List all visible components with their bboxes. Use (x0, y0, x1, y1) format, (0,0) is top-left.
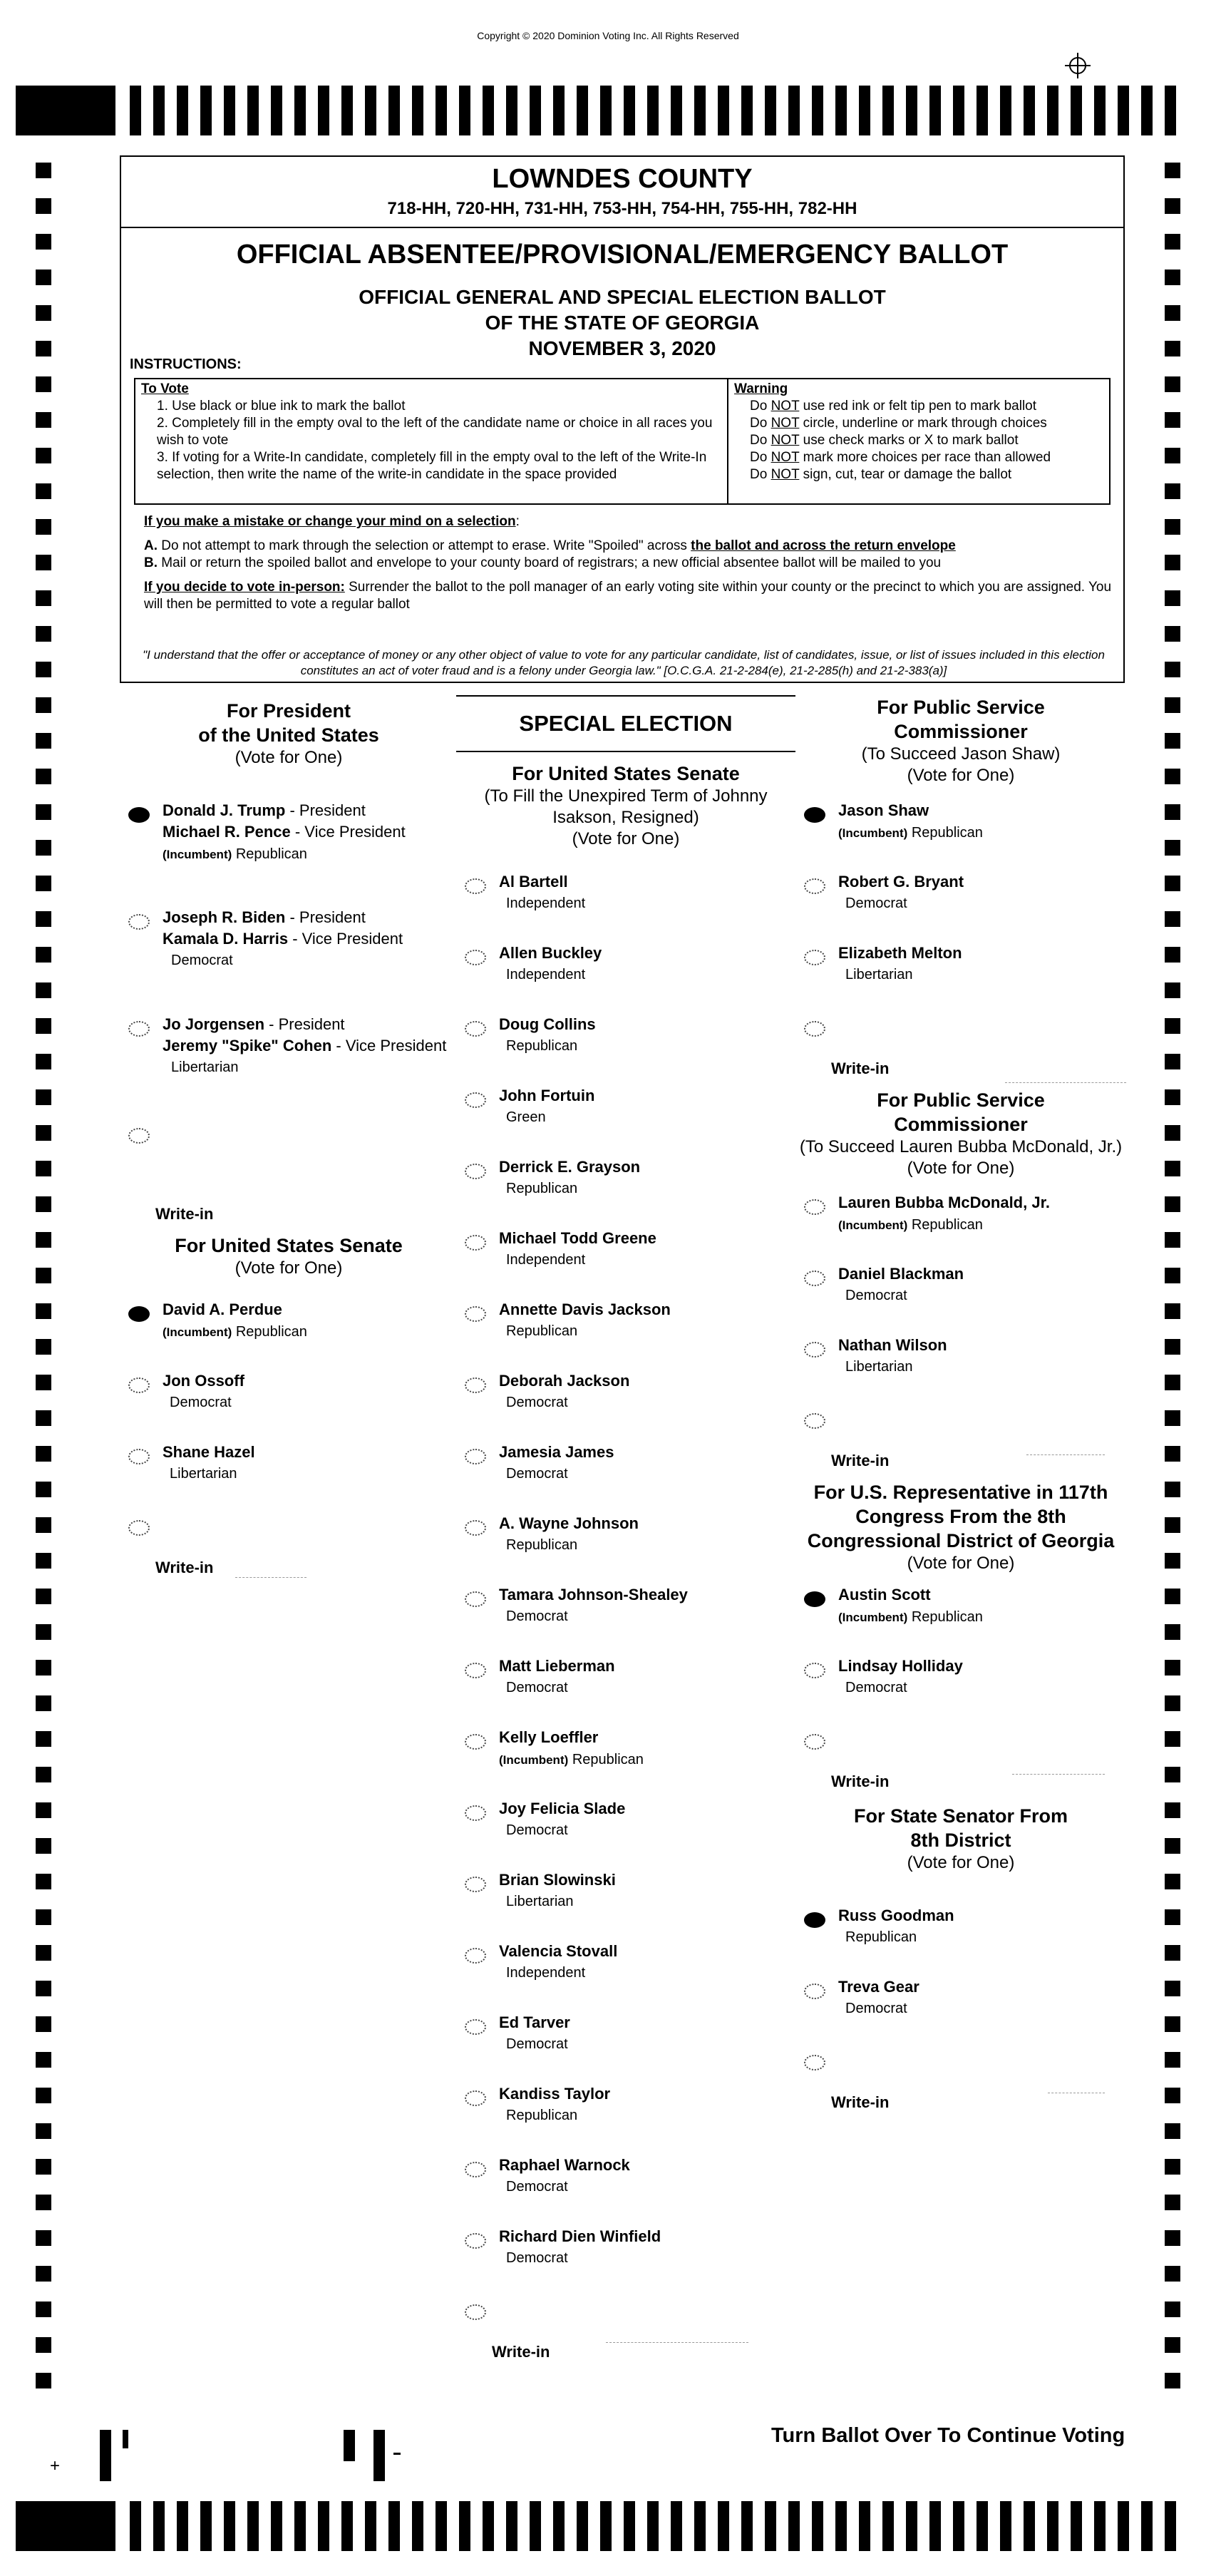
oval-hazel[interactable] (128, 1449, 150, 1464)
contest-subtitle: (To Succeed Lauren Bubba McDonald, Jr.) (799, 1137, 1123, 1156)
candidate-name: Michael Todd Greene (499, 1229, 656, 1247)
vote-for-one: (Vote for One) (907, 766, 1015, 785)
contest-state-senate (797, 1804, 1125, 1874)
warning-item: Do NOT mark more choices per race than allowed (750, 450, 1051, 465)
writein-label: Write-in (831, 2093, 890, 2111)
special-candidate (499, 1869, 616, 1912)
candidate-name: Kandiss Taylor (499, 2085, 611, 2103)
candidate-melton: Elizabeth Melton Libertarian (838, 944, 962, 982)
oval-special-candidate[interactable] (465, 1663, 486, 1678)
warning-item: Do NOT sign, cut, tear or damage the ballot (750, 467, 1012, 482)
contest-psc-shaw (797, 695, 1125, 786)
candidate-party: Democrat (506, 1608, 568, 1624)
vote-for-one: (Vote for One) (907, 1554, 1015, 1573)
ballot-title: OFFICIAL ABSENTEE/PROVISIONAL/EMERGENCY BALLOT (236, 240, 1009, 270)
oval-special-candidate[interactable] (465, 1092, 486, 1108)
candidate-name: John Fortuin (499, 1087, 595, 1104)
special-candidate (499, 2083, 610, 2126)
candidate-party: Independent (506, 1965, 586, 1981)
crosshair-icon (1063, 51, 1092, 80)
fraud-statement: "I understand that the offer or acceptance of money or any other object of value to vote for any particular candidate, list of candidates, issue, or list of issues included in this election constitutes an act of voter fraud and is a felony under Georgia law." [O.C.G.A. 21-2-284(e), 21-2-285(h) and 21-2-383(a)] (143, 648, 1105, 677)
writein-label: Write-in (831, 1452, 890, 1469)
vote-instruction: 1. Use black or blue ink to mark the ballot (157, 399, 406, 414)
special-candidate (499, 1228, 656, 1271)
oval-psc1-writein[interactable] (804, 1021, 825, 1037)
candidate-biden: Joseph R. Biden - President Kamala D. Harris - Vice President Democrat (163, 908, 403, 968)
candidate-name: Derrick E. Grayson (499, 1158, 641, 1176)
oval-special-candidate[interactable] (465, 1449, 486, 1464)
mistake-instructions: If you make a mistake or change your mind on a selection: A. Do not attempt to mark through the selection or attempt to erase. Write "Spoiled" across the ballot and across the return envelope B. Mail or return the spoiled ballot and envelope to your county board of registrars; a new official absentee ballot will be mailed to you If you decide to vote in-person: Surrender the ballot to the poll manager of an early voting site within your county or the precinct to which you are assigned. You will then be permitted to vote a regular ballot (144, 514, 1112, 612)
vote-for-one: (Vote for One) (235, 748, 343, 767)
oval-special-candidate[interactable] (465, 2162, 486, 2177)
county-name: LOWNDES COUNTY (492, 164, 753, 194)
contest-special-senate (456, 761, 795, 850)
ballot-header-box (120, 155, 1125, 683)
footer-mark (393, 2453, 401, 2455)
footer-mark (100, 2430, 111, 2481)
contest-title: For United States Senate (175, 1235, 403, 1256)
oval-psc2-writein[interactable] (804, 1413, 825, 1429)
special-candidate (499, 1941, 617, 1984)
candidate-name: Al Bartell (499, 873, 568, 891)
contest-president (121, 699, 456, 769)
oval-special-candidate[interactable] (465, 950, 486, 965)
oval-melton[interactable] (804, 950, 825, 965)
oval-jorgensen[interactable] (128, 1021, 150, 1037)
oval-blackman[interactable] (804, 1271, 825, 1286)
instructions-table (134, 378, 1111, 505)
contest-senate (121, 1233, 456, 1279)
candidate-name: Ed Tarver (499, 2013, 570, 2031)
oval-special-candidate[interactable] (465, 2090, 486, 2106)
vote-instruction: 3. If voting for a Write-In candidate, completely fill in the empty oval to the left of the Write-In selection, then write the name of the write-in candidate in the space provided (157, 450, 707, 482)
contest-title: For Public Service (877, 1089, 1045, 1111)
candidate-name: Brian Slowinski (499, 1871, 616, 1889)
candidate-party: (Incumbent) Republican (499, 1752, 644, 1767)
warning-item: Do NOT use red ink or felt tip pen to mark ballot (750, 399, 1037, 414)
candidate-name: Valencia Stovall (499, 1942, 618, 1960)
oval-senate-writein[interactable] (128, 1520, 150, 1536)
oval-special-candidate[interactable] (465, 1235, 486, 1251)
contest-title: Commissioner (894, 721, 1028, 742)
footer-mark (373, 2430, 385, 2481)
candidate-party: Republican (506, 1323, 578, 1339)
special-candidate (499, 1656, 615, 1698)
oval-wilson[interactable] (804, 1342, 825, 1358)
candidate-name: Doug Collins (499, 1015, 596, 1033)
special-candidate (499, 1156, 640, 1199)
special-candidate (499, 1513, 639, 1556)
oval-special-candidate[interactable] (465, 1520, 486, 1536)
oval-scott[interactable] (804, 1591, 825, 1607)
oval-ossoff[interactable] (128, 1377, 150, 1393)
footer-mark (123, 2430, 128, 2448)
oval-special-candidate[interactable] (465, 1021, 486, 1037)
candidate-name: Raphael Warnock (499, 2156, 630, 2174)
candidate-name: Deborah Jackson (499, 1372, 630, 1390)
writein-line[interactable] (235, 1577, 306, 1578)
candidate-party: Republican (506, 1038, 578, 1054)
candidate-wilson: Nathan Wilson Libertarian (838, 1336, 947, 1375)
warning-item: Do NOT circle, underline or mark through choices (750, 416, 1047, 431)
timing-track-top (0, 86, 1216, 135)
contest-title: For U.S. Representative in 117th (813, 1482, 1108, 1503)
contest-title: For State Senator From (853, 1805, 1068, 1827)
oval-mcdonald[interactable] (804, 1199, 825, 1215)
candidate-holliday: Lindsay Holliday Democrat (838, 1657, 963, 1695)
candidate-party: Democrat (506, 2250, 568, 2266)
writein-label: Write-in (831, 1059, 890, 1077)
candidate-name: Richard Dien Winfield (499, 2227, 661, 2245)
contest-title: For United States Senate (512, 763, 740, 784)
special-candidate (499, 2155, 630, 2197)
oval-state-senate-writein[interactable] (804, 2055, 825, 2070)
candidate-name: Joy Felicia Slade (499, 1800, 626, 1817)
oval-perdue[interactable] (128, 1306, 150, 1322)
contest-subtitle: (To Fill the Unexpired Term of Johnny (484, 786, 768, 806)
election-date: NOVEMBER 3, 2020 (528, 337, 716, 359)
copyright: Copyright © 2020 Dominion Voting Inc. All Rights Reserved (477, 30, 739, 41)
oval-special-writein[interactable] (465, 2304, 486, 2320)
contest-title: For President (226, 700, 351, 722)
oval-special-candidate[interactable] (465, 1306, 486, 1322)
contest-title: For Public Service (877, 697, 1045, 718)
candidate-party: Democrat (506, 1680, 568, 1695)
candidate-party: Green (506, 1109, 546, 1125)
footer-mark (344, 2430, 355, 2461)
special-candidate (499, 2226, 661, 2269)
candidate-hazel: Shane Hazel Libertarian (163, 1443, 255, 1482)
timing-marks-left (36, 163, 51, 2408)
instructions-heading: INSTRUCTIONS: (130, 356, 242, 372)
oval-trump[interactable] (128, 807, 150, 823)
candidate-party: Democrat (506, 1822, 568, 1838)
plus-mark: + (50, 2456, 61, 2475)
vote-instruction: 2. Completely fill in the empty oval to the left of the candidate name or choice in all races you wish to vote (157, 416, 713, 448)
candidate-name: Annette Davis Jackson (499, 1300, 671, 1318)
candidate-party: Democrat (506, 2036, 568, 2052)
writein-line[interactable] (1005, 1082, 1126, 1083)
oval-house-writein[interactable] (804, 1734, 825, 1750)
timing-marks-right (1165, 163, 1180, 2408)
oval-president-writein[interactable] (128, 1128, 150, 1144)
candidate-party: Republican (506, 2108, 578, 2123)
candidate-shaw: Jason Shaw (Incumbent) Republican (838, 801, 983, 841)
special-candidate (499, 871, 585, 914)
writein-line[interactable] (1026, 1454, 1105, 1455)
oval-special-candidate[interactable] (465, 878, 486, 894)
candidate-trump: Donald J. Trump - President Michael R. Pence - Vice President (Incumbent) Republican (163, 801, 406, 862)
candidate-name: Kelly Loeffler (499, 1728, 599, 1746)
oval-special-candidate[interactable] (465, 1734, 486, 1750)
oval-bryant[interactable] (804, 878, 825, 894)
candidate-party: Libertarian (506, 1894, 574, 1909)
ballot-subtitle-2: OF THE STATE OF GEORGIA (485, 312, 760, 334)
candidate-jorgensen: Jo Jorgensen - President Jeremy "Spike" Cohen - Vice President Libertarian (163, 1015, 447, 1075)
oval-special-candidate[interactable] (465, 1164, 486, 1179)
candidate-scott: Austin Scott (Incumbent) Republican (838, 1586, 983, 1625)
special-candidate (499, 1299, 671, 1342)
contest-subtitle: (To Succeed Jason Shaw) (861, 744, 1061, 764)
vote-for-one: (Vote for One) (907, 1853, 1015, 1872)
special-candidate (499, 1584, 688, 1627)
writein-label: Write-in (492, 2343, 550, 2361)
candidate-name: Matt Lieberman (499, 1657, 615, 1675)
precinct-codes: 718-HH, 720-HH, 731-HH, 753-HH, 754-HH, 755-HH, 782-HH (387, 199, 857, 218)
special-candidate (499, 1442, 614, 1484)
vote-for-one: (Vote for One) (235, 1258, 343, 1278)
contest-title: Congress From the 8th (855, 1506, 1066, 1527)
warning-heading: Warning (734, 381, 788, 396)
contest-title: Commissioner (894, 1114, 1028, 1135)
candidate-bryant: Robert G. Bryant Democrat (838, 873, 964, 911)
candidate-name: Allen Buckley (499, 944, 602, 962)
oval-special-candidate[interactable] (465, 1948, 486, 1964)
writein-label: Write-in (155, 1559, 214, 1576)
candidate-mcdonald: Lauren Bubba McDonald, Jr. (Incumbent) Republican (838, 1194, 1051, 1233)
oval-special-candidate[interactable] (465, 1805, 486, 1821)
candidate-goodman: Russ Goodman Republican (838, 1907, 954, 1945)
candidate-name: Tamara Johnson-Shealey (499, 1586, 688, 1603)
writein-label: Write-in (831, 1772, 890, 1790)
vote-for-one: (Vote for One) (907, 1159, 1015, 1178)
candidate-party: Republican (506, 1537, 578, 1553)
special-candidate (499, 1798, 625, 1841)
oval-shaw[interactable] (804, 807, 825, 823)
contest-title: Congressional District of Georgia (807, 1530, 1115, 1551)
special-election-header (456, 695, 795, 752)
candidate-party: Independent (506, 967, 586, 982)
oval-special-candidate[interactable] (465, 1377, 486, 1393)
oval-goodman[interactable] (804, 1912, 825, 1928)
contest-us-house (797, 1480, 1125, 1574)
candidate-ossoff: Jon Ossoff Democrat (163, 1372, 244, 1410)
oval-holliday[interactable] (804, 1663, 825, 1678)
oval-special-candidate[interactable] (465, 1591, 486, 1607)
writein-line[interactable] (1012, 1774, 1105, 1775)
candidate-name: A. Wayne Johnson (499, 1514, 639, 1532)
ballot-subtitle-1: OFFICIAL GENERAL AND SPECIAL ELECTION BALLOT (359, 286, 886, 308)
candidate-party: Democrat (506, 2179, 568, 2195)
oval-special-candidate[interactable] (465, 2019, 486, 2035)
timing-track-bottom (0, 2501, 1216, 2551)
oval-biden[interactable] (128, 914, 150, 930)
candidate-party: Independent (506, 896, 586, 911)
contest-subtitle: Isakson, Resigned) (552, 808, 699, 827)
oval-gear[interactable] (804, 1984, 825, 1999)
special-candidate (499, 1014, 596, 1057)
writein-label: Write-in (155, 1205, 214, 1223)
special-candidate (499, 1727, 644, 1771)
special-candidate (499, 943, 602, 985)
special-candidate (499, 1370, 629, 1413)
candidate-blackman: Daniel Blackman Democrat (838, 1265, 964, 1303)
oval-special-candidate[interactable] (465, 1877, 486, 1892)
writein-line[interactable] (606, 2342, 748, 2343)
warning-item: Do NOT use check marks or X to mark ballot (750, 433, 1019, 448)
oval-special-candidate[interactable] (465, 2233, 486, 2249)
contest-title: 8th District (910, 1830, 1011, 1851)
candidate-name: Jamesia James (499, 1443, 614, 1461)
special-election-banner: SPECIAL ELECTION (456, 695, 795, 752)
special-candidate (499, 2012, 570, 2055)
turn-ballot-over: Turn Ballot Over To Continue Voting (771, 2424, 1125, 2447)
contest-title: of the United States (198, 724, 379, 746)
candidate-party: Independent (506, 1252, 586, 1268)
candidate-party: Democrat (506, 1395, 568, 1410)
candidate-perdue: David A. Perdue (Incumbent) Republican (163, 1300, 307, 1340)
contest-psc-mcdonald (797, 1088, 1125, 1179)
to-vote-heading: To Vote (141, 381, 189, 396)
candidate-party: Republican (506, 1181, 578, 1196)
vote-for-one: (Vote for One) (572, 829, 680, 848)
special-candidate (499, 1085, 594, 1128)
candidate-gear: Treva Gear Democrat (838, 1978, 919, 2016)
candidate-party: Democrat (506, 1466, 568, 1482)
